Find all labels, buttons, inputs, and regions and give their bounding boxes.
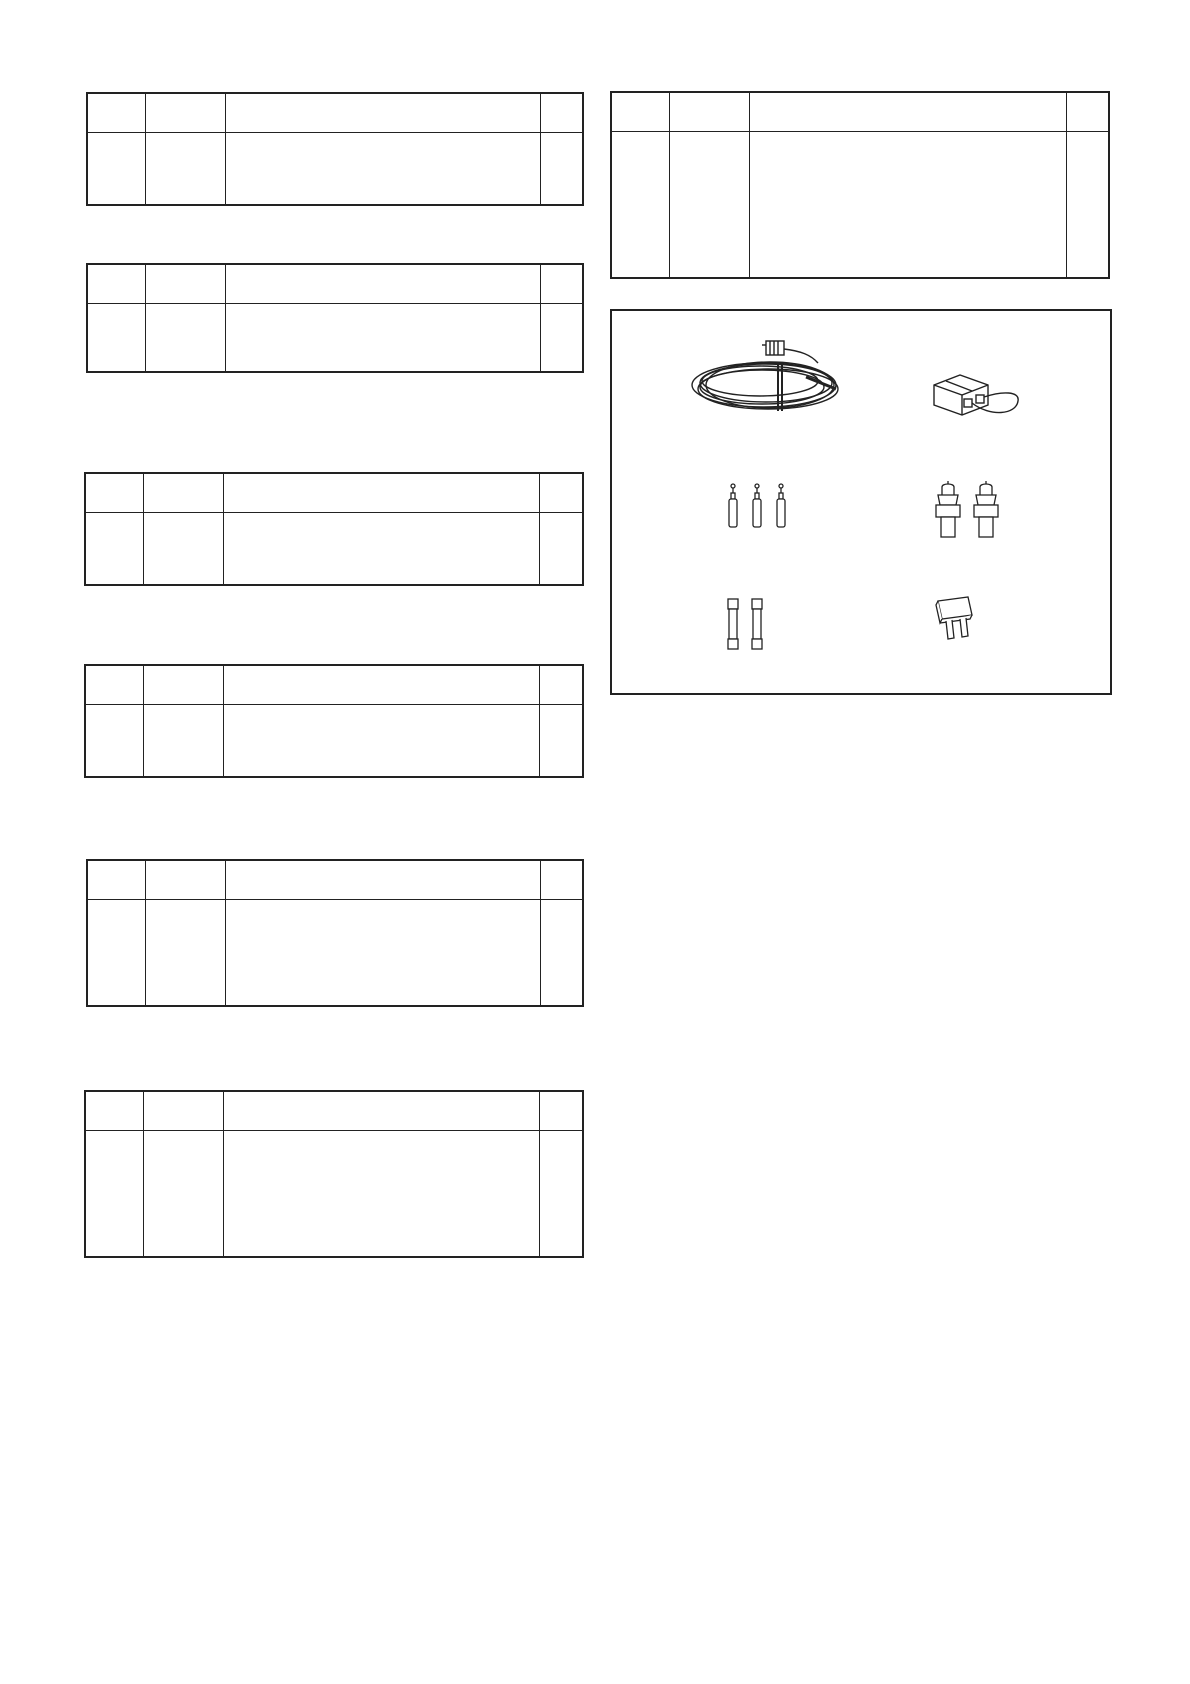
rca-plugs-icon <box>930 479 1010 545</box>
table-7-header-1 <box>612 93 624 101</box>
cable-icon <box>686 333 856 423</box>
accessories-box <box>610 309 1112 695</box>
table-1-header-1 <box>88 94 100 102</box>
spec-table-2 <box>86 263 584 373</box>
spec-table-1 <box>86 92 584 206</box>
connector-icon <box>930 367 1030 427</box>
spec-table-3 <box>84 472 584 586</box>
spec-table-7 <box>610 91 1110 279</box>
table-5-header-1 <box>88 861 100 869</box>
blade-fuse-icon <box>932 595 982 649</box>
glass-fuses-icon <box>724 597 774 653</box>
table-4-header-1 <box>86 666 98 674</box>
spec-table-4 <box>84 664 584 778</box>
mini-plugs-icon <box>724 483 794 533</box>
table-2-header-1 <box>88 265 100 273</box>
spec-table-6 <box>84 1090 584 1258</box>
table-3-header-1 <box>86 474 98 482</box>
spec-table-5 <box>86 859 584 1007</box>
table-6-header-1 <box>86 1092 98 1100</box>
